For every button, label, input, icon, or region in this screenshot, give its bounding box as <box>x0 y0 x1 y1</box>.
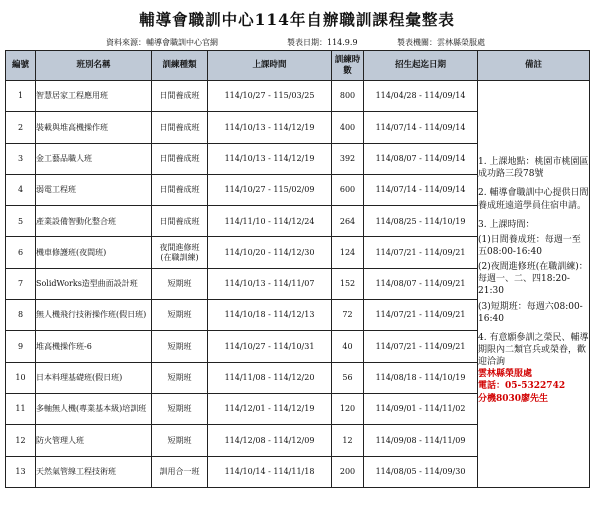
cell-type: 夜間進修班 (在職訓練) <box>152 237 208 268</box>
cell-enroll: 114/08/25 - 114/10/19 <box>364 206 478 237</box>
table-header-row <box>6 51 590 81</box>
note-schedule-short: (3)短期班：每週六08:00-16:40 <box>478 301 583 324</box>
cell-type: 短期班 <box>152 300 208 331</box>
cell-type: 短期班 <box>152 362 208 393</box>
cell-hours: 264 <box>332 206 364 237</box>
cell-time: 114/10/18 - 114/12/13 <box>208 300 332 331</box>
cell-no: 9 <box>6 331 36 362</box>
cell-time: 114/10/27 - 115/03/25 <box>208 81 332 112</box>
col-header-no: 編號 <box>6 51 36 81</box>
cell-time: 114/10/13 - 114/11/07 <box>208 268 332 299</box>
cell-hours: 12 <box>332 425 364 456</box>
cell-type: 日間養成班 <box>152 143 208 174</box>
cell-no: 7 <box>6 268 36 299</box>
contact-extension: 分機8030廖先生 <box>478 393 549 404</box>
cell-name: 機車修護班(夜間班) <box>36 237 152 268</box>
cell-hours: 200 <box>332 456 364 487</box>
cell-enroll: 114/08/07 - 114/09/14 <box>364 143 478 174</box>
cell-name: 防火管理人班 <box>36 425 152 456</box>
cell-time: 114/12/08 - 114/12/09 <box>208 425 332 456</box>
cell-name: 金工藝品職人班 <box>36 143 152 174</box>
cell-hours: 40 <box>332 331 364 362</box>
cell-hours: 124 <box>332 237 364 268</box>
cell-enroll: 114/04/28 - 114/09/14 <box>364 81 478 112</box>
cell-no: 13 <box>6 456 36 487</box>
cell-enroll: 114/07/14 - 114/09/14 <box>364 112 478 143</box>
cell-enroll: 114/07/21 - 114/09/21 <box>364 331 478 362</box>
note-inquiry <box>478 332 589 405</box>
cell-hours: 800 <box>332 81 364 112</box>
table-row <box>6 81 590 112</box>
cell-enroll: 114/08/07 - 114/09/21 <box>364 268 478 299</box>
note-lodging: 2. 輔導會職訓中心提供日間養成班遠道學員住宿申請。 <box>478 188 589 211</box>
cell-name: 日本料理基礎班(假日班) <box>36 362 152 393</box>
cell-no: 1 <box>6 81 36 112</box>
cell-name: 多軸無人機(專業基本級)培訓班 <box>36 393 152 424</box>
cell-enroll: 114/08/05 - 114/09/30 <box>364 456 478 487</box>
cell-type: 日間養成班 <box>152 112 208 143</box>
cell-type: 日間養成班 <box>152 81 208 112</box>
cell-enroll: 114/09/08 - 114/11/09 <box>364 425 478 456</box>
cell-hours: 392 <box>332 143 364 174</box>
note-inquiry-text: 4. 有意願參訓之榮民、輔導期限內二類官兵或榮眷，歡迎洽詢 <box>478 332 589 368</box>
cell-type: 短期班 <box>152 268 208 299</box>
cell-enroll: 114/07/21 - 114/09/21 <box>364 237 478 268</box>
cell-type: 訓用合一班 <box>152 456 208 487</box>
cell-enroll: 114/07/21 - 114/09/21 <box>364 300 478 331</box>
cell-name: 裝載與堆高機操作班 <box>36 112 152 143</box>
col-header-name: 班別名稱 <box>36 51 152 81</box>
cell-time: 114/10/27 - 115/02/09 <box>208 174 332 205</box>
cell-no: 8 <box>6 300 36 331</box>
cell-no: 5 <box>6 206 36 237</box>
cell-type: 日間養成班 <box>152 206 208 237</box>
data-source: 資料來源：輔導會職訓中心官網 <box>106 38 218 47</box>
cell-hours: 120 <box>332 393 364 424</box>
cell-hours: 72 <box>332 300 364 331</box>
cell-type: 短期班 <box>152 331 208 362</box>
cell-no: 6 <box>6 237 36 268</box>
cell-enroll: 114/09/01 - 114/11/02 <box>364 393 478 424</box>
cell-type: 短期班 <box>152 393 208 424</box>
note-schedule-day: (1)日間養成班：每週一至五08:00-16:40 <box>478 234 581 257</box>
col-header-enroll: 招生起迄日期 <box>364 51 478 81</box>
cell-type: 短期班 <box>152 425 208 456</box>
cell-no: 10 <box>6 362 36 393</box>
cell-no: 2 <box>6 112 36 143</box>
cell-time: 114/10/20 - 114/12/30 <box>208 237 332 268</box>
col-header-time: 上課時間 <box>208 51 332 81</box>
cell-enroll: 114/08/18 - 114/10/19 <box>364 362 478 393</box>
cell-no: 12 <box>6 425 36 456</box>
cell-time: 114/11/08 - 114/12/20 <box>208 362 332 393</box>
cell-name: 智慧居家工程應用班 <box>36 81 152 112</box>
cell-name: 堆高機操作班-6 <box>36 331 152 362</box>
notes-cell <box>478 81 590 488</box>
cell-no: 3 <box>6 143 36 174</box>
note-schedule <box>478 219 589 325</box>
cell-time: 114/10/14 - 114/11/18 <box>208 456 332 487</box>
cell-no: 4 <box>6 174 36 205</box>
cell-hours: 152 <box>332 268 364 299</box>
col-header-notes: 備註 <box>478 51 590 81</box>
contact-office: 雲林縣榮服處 <box>478 369 533 380</box>
cell-name: 無人機飛行技術操作班(假日班) <box>36 300 152 331</box>
cell-enroll: 114/07/14 - 114/09/14 <box>364 174 478 205</box>
table-date: 製表日期：114.9.9 <box>287 38 358 47</box>
cell-name: 弱電工程班 <box>36 174 152 205</box>
cell-hours: 56 <box>332 362 364 393</box>
cell-name: 天然氣管線工程技術班 <box>36 456 152 487</box>
cell-time: 114/11/10 - 114/12/24 <box>208 206 332 237</box>
note-schedule-night: (2)夜間進修班(在職訓練)：每週一、二、四18:20-21:30 <box>478 262 588 297</box>
col-header-type: 訓練種類 <box>152 51 208 81</box>
cell-type: 日間養成班 <box>152 174 208 205</box>
cell-time: 114/10/13 - 114/12/19 <box>208 112 332 143</box>
cell-time: 114/12/01 - 114/12/19 <box>208 393 332 424</box>
col-header-hours: 訓練時數 <box>332 51 364 81</box>
cell-no: 11 <box>6 393 36 424</box>
note-location: 1. 上課地點：桃園市桃園區成功路三段78號 <box>478 157 589 180</box>
cell-hours: 400 <box>332 112 364 143</box>
cell-name: 產業設備智動化整合班 <box>36 206 152 237</box>
page-title: 輔導會職訓中心114年自辦職訓課程彙整表 <box>139 10 455 29</box>
note-schedule-title: 3. 上課時間： <box>478 219 535 230</box>
course-table <box>5 50 590 488</box>
cell-name: SolidWorks造型曲面設計班 <box>36 268 152 299</box>
table-maker: 製表機關：雲林縣榮服處 <box>397 38 485 47</box>
cell-hours: 600 <box>332 174 364 205</box>
cell-time: 114/10/13 - 114/12/19 <box>208 143 332 174</box>
contact-phone: 電話：05-5322742 <box>478 381 566 392</box>
cell-time: 114/10/27 - 114/10/31 <box>208 331 332 362</box>
